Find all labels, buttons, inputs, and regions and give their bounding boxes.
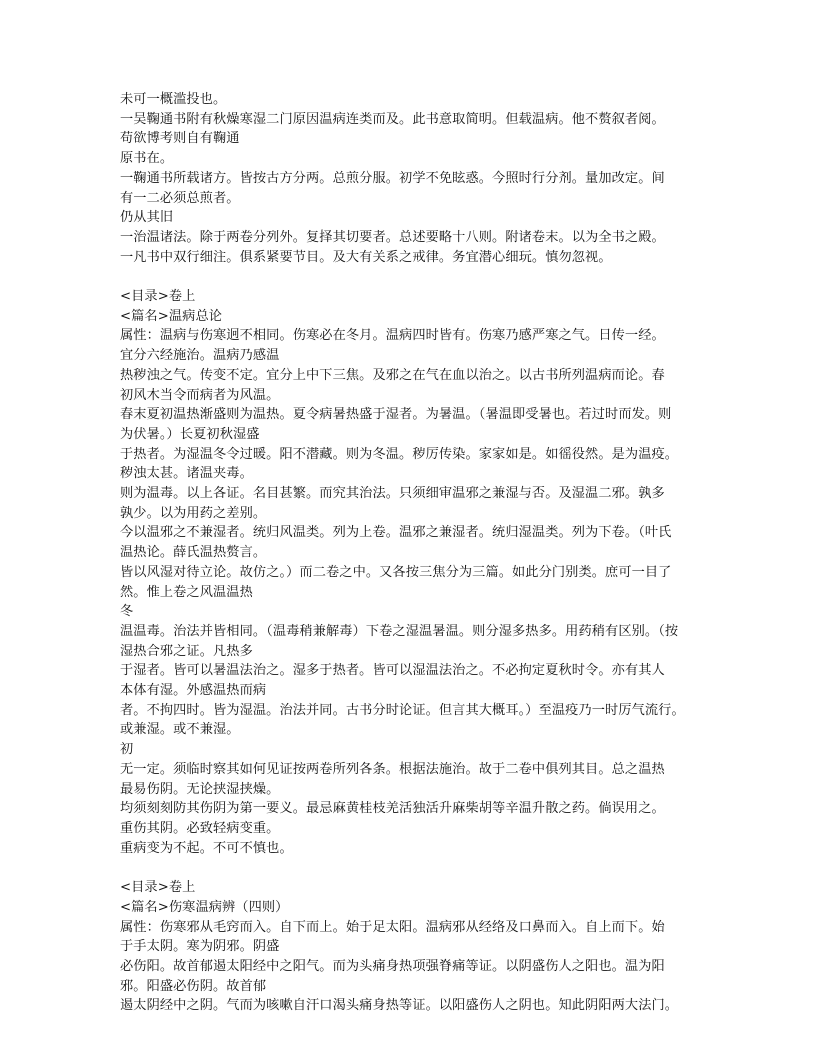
section-gap	[120, 858, 700, 878]
text-line: 于手太阴。寒为阴邪。阴盛	[120, 939, 280, 955]
text-line: 秽浊太甚。诸温夹毒。	[120, 466, 253, 482]
text-line: 一治温诸法。除于两卷分列外。复择其切要者。总述要略十八则。附诸卷末。以为全书之殿。	[120, 229, 665, 245]
text-line: 属性：温病与伤寒迥不相同。伤寒必在冬月。温病四时皆有。伤寒乃感严寒之气。日传一经。	[120, 328, 665, 344]
text-line: 本体有湿。外感温热而病	[120, 683, 267, 699]
text-line: 湿热合邪之证。凡热多	[120, 643, 253, 659]
text-line: 重伤其阴。必致轻病变重。	[120, 821, 280, 836]
text-line: 于湿者。皆可以暑温法治之。湿多于热者。皆可以湿温法治之。不必拘定夏秋时令。亦有其人	[120, 663, 665, 679]
text-line: 邪。阳盛必伤阴。故首郁	[120, 978, 267, 994]
text-line: 遏太阴经中之阴。气而为咳嗽自汗口渴头痛身热等证。以阳盛伤人之阴也。知此阴阳两大法门。	[120, 998, 679, 1014]
text-line: 或兼湿。或不兼湿。	[120, 722, 240, 738]
text-line: 未可一概滥投也。	[120, 92, 227, 107]
text-line: 温热论。薛氏温热赘言。	[120, 545, 267, 561]
text-line: 为伏暑。）长夏初秋湿盛	[120, 426, 260, 442]
text-line: 冬	[120, 604, 134, 620]
text-line: 属性：伤寒邪从毛窍而入。自下而上。始于足太阳。温病邪从经络及口鼻而入。自上而下。始	[120, 919, 665, 935]
text-line: 原书在。	[120, 151, 174, 167]
text-line: 今以温邪之不兼湿者。统归风温类。列为上卷。温邪之兼湿者。统归湿温类。列为下卷。（叶氏	[120, 525, 672, 541]
text-line: <目录>卷上	[120, 880, 196, 896]
text-line: 初	[120, 742, 134, 758]
text-line: 热秽浊之气。传变不定。宜分上中下三焦。及邪之在气在血以治之。以古书所列温病而论。春	[120, 367, 665, 383]
text-line: 然。惟上卷之风温温热	[120, 584, 253, 600]
text-line: 均须刻刻防其伤阴为第一要义。最忌麻黄桂枝羌活独活升麻柴胡等辛温升散之药。倘误用之。	[120, 801, 665, 817]
section-gap	[120, 267, 700, 287]
text-line: 皆以风湿对待立论。故仿之。）而二卷之中。又各按三焦分为三篇。如此分门别类。庶可一目了	[120, 564, 672, 580]
text-line: 春末夏初温热渐盛则为温热。夏令病暑热盛于湿者。为暑温。（暑温即受暑也。若过时而发。则	[120, 407, 672, 423]
text-line: <目录>卷上	[120, 289, 196, 305]
text-line: 无一定。须临时察其如何见证按两卷所列各条。根据法施治。故于二卷中俱列其目。总之温热	[120, 761, 665, 777]
text-line: <篇名>温病总论	[120, 308, 223, 324]
text-line: 于热者。为湿温冬令过暖。阳不潜藏。则为冬温。秽厉传染。家家如是。如徭役然。是为温疫。	[120, 446, 679, 462]
text-line: 最易伤阴。无论挟湿挟燥。	[120, 781, 280, 797]
text-line: 一吴鞠通书附有秋燥寒湿二门原因温病连类而及。此书意取简明。但载温病。他不赘叙者阅。	[120, 111, 665, 127]
text-line: 孰少。以为用药之差别。	[120, 505, 267, 521]
text-line: 一鞠通书所载诸方。皆按古方分两。总煎分服。初学不免眩惑。今照时行分剂。量加改定。间	[120, 170, 665, 186]
document-page	[120, 90, 700, 1016]
text-line: 者。不拘四时。皆为湿温。治法并同。古书分时论证。但言其大概耳。）至温疫乃一时厉气流行。	[120, 702, 685, 718]
text-line: <篇名>伤寒温病辨（四则）	[120, 899, 289, 915]
text-line: 有一二必须总煎者。	[120, 190, 240, 206]
text-line: 仍从其旧	[120, 210, 174, 226]
text-line: 必伤阳。故首郁遏太阳经中之阳气。而为头痛身热项强脊痛等证。以阴盛伤人之阳也。温为阳	[120, 958, 665, 974]
text-line: 则为温毒。以上各证。名目甚繁。而究其治法。只须细审温邪之兼湿与否。及湿温二邪。孰多	[120, 486, 665, 502]
text-line: 苟欲博考则自有鞠通	[120, 131, 240, 147]
text-line: 初风木当令而病者为风温。	[120, 387, 280, 403]
text-line: 重病变为不起。不可不慎也。	[120, 840, 293, 856]
text-line: 温温毒。治法并皆相同。（温毒稍兼解毒）下卷之湿温暑温。则分湿多热多。用药稍有区别。（按	[120, 623, 679, 639]
text-line: 一凡书中双行细注。俱系紧要节目。及大有关系之戒律。务宜潜心细玩。慎勿忽视。	[120, 249, 612, 265]
text-line: 宜分六经施治。温病乃感温	[120, 348, 280, 364]
